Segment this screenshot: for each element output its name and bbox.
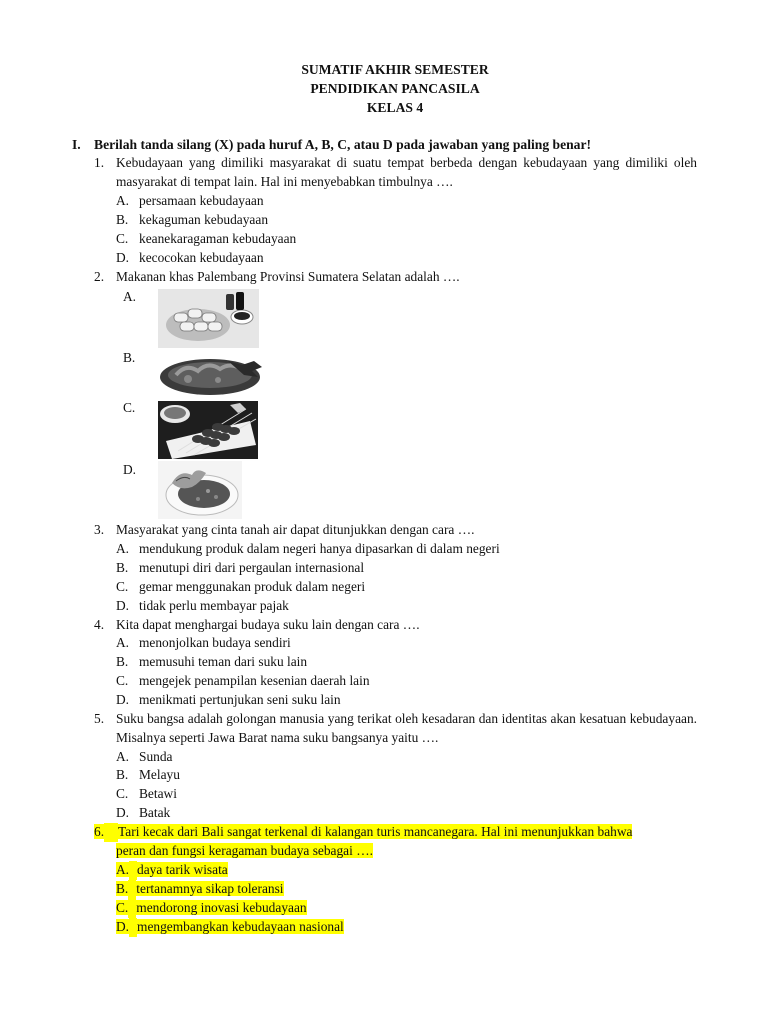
option-text: tidak perlu membayar pajak [139,598,289,613]
option-letter: C. [116,673,129,688]
question-text-line-2: peran dan fungsi keragaman budaya sebagai …. [116,843,373,858]
highlight-gap [129,861,137,880]
class-title: KELAS 4 [366,100,424,115]
option-text: mengembangkan kebudayaan nasional [137,919,344,934]
question-number: 5. [94,711,105,726]
option-text: mengejek penampilan kesenian daerah lain [139,673,370,688]
option-text: kekaguman kebudayaan [139,212,269,227]
option-letter: B. [116,881,129,896]
question-6-line-1 [94,823,632,842]
question-text: Kita dapat menghargai budaya suku lain dengan cara …. [116,617,420,632]
option-text: menikmati pertunjukan seni suku lain [139,692,341,707]
question-number: 2. [94,269,105,284]
option-letter: D. [116,805,130,820]
question-number: 3. [94,522,105,537]
option-text: persamaan kebudayaan [139,193,264,208]
q2-option-b-letter[interactable]: B. [123,350,136,365]
option-letter: C. [116,231,129,246]
option-text: gemar menggunakan produk dalam negeri [139,579,366,594]
question-2 [94,268,697,287]
q2-option-b-image[interactable] [158,349,268,397]
fish-cake-photo [158,289,259,348]
option-text: tertanamnya sikap toleransi [136,881,284,896]
question-5 [94,710,697,748]
q2-option-c-image[interactable] [158,401,258,459]
q6-option-d[interactable] [116,918,344,937]
question-number: 4. [94,617,105,632]
question-text: Suku bangsa adalah golongan manusia yang terikat oleh kesadaran dan identitas akan kesatuan kebudayaan. Misalnya seperti Jawa Barat nama suku bangsanya yaitu …. [116,711,697,745]
option-text: daya tarik wisata [137,862,228,877]
question-4 [94,616,697,635]
question-1 [94,154,697,192]
subject-title: PENDIDIKAN PANCASILA [310,81,480,96]
option-letter: A. [116,193,130,208]
question-number: 1. [94,155,105,170]
question-text: Masyarakat yang cinta tanah air dapat ditunjukkan dengan cara …. [116,522,475,537]
option-letter: D. [116,692,130,707]
question-text: Makanan khas Palembang Provinsi Sumatera Selatan adalah …. [116,269,460,284]
question-number: 6. [94,824,105,839]
option-text: keanekaragaman kebudayaan [139,231,297,246]
q6-option-b[interactable] [116,880,284,899]
option-letter: B. [116,212,129,227]
q2-option-a-letter[interactable]: A. [123,289,137,304]
question-3 [94,521,697,540]
q2-option-c-letter[interactable]: C. [123,400,136,415]
exam-title: SUMATIF AKHIR SEMESTER [301,62,489,77]
lettuce-dish-photo [158,461,242,519]
option-text: Melayu [139,767,180,782]
highlight-gap [104,823,118,842]
option-text: Batak [139,805,171,820]
section-text: Berilah tanda silang (X) pada huruf A, B, C, atau D pada jawaban yang paling benar! [94,137,592,152]
option-letter: C. [116,786,129,801]
option-text: Betawi [139,786,177,801]
plated-fried-food-photo [158,349,268,397]
option-letter: C. [116,900,129,915]
q2-option-d-image[interactable] [158,461,242,519]
option-letter: A. [116,862,130,877]
option-letter: D. [116,598,130,613]
q6-option-a[interactable] [116,861,228,880]
option-letter: D. [116,250,130,265]
question-6-line-2 [116,842,373,861]
question-text-line-1: Tari kecak dari Bali sangat terkenal di kalangan turis mancanegara. Hal ini menunjukkan bahwa [118,824,633,839]
option-letter: A. [116,749,130,764]
option-text: menutupi diri dari pergaulan internasional [139,560,365,575]
option-letter: B. [116,560,129,575]
option-text: mendukung produk dalam negeri hanya dipasarkan di dalam negeri [139,541,500,556]
option-text: kecocokan kebudayaan [139,250,264,265]
option-letter: C. [116,579,129,594]
satay-photo [158,401,258,459]
option-letter: D. [116,919,130,934]
option-letter: B. [116,767,129,782]
option-text: mendorong inovasi kebudayaan [136,900,307,915]
option-letter: A. [116,635,130,650]
q2-option-d-letter[interactable]: D. [123,462,137,477]
option-letter: A. [116,541,130,556]
highlight-gap [129,918,137,937]
section-number: I. [72,137,81,152]
option-text: menonjolkan budaya sendiri [139,635,291,650]
option-text: memusuhi teman dari suku lain [139,654,308,669]
option-text: Sunda [139,749,173,764]
option-letter: B. [116,654,129,669]
q2-option-a-image[interactable] [158,289,259,348]
question-text: Kebudayaan yang dimiliki masyarakat di suatu tempat berbeda dengan kebudayaan yang dimiliki oleh masyarakat di tempat lain. Hal ini menyebabkan timbulnya …. [116,155,697,189]
q6-option-c[interactable] [116,899,307,918]
